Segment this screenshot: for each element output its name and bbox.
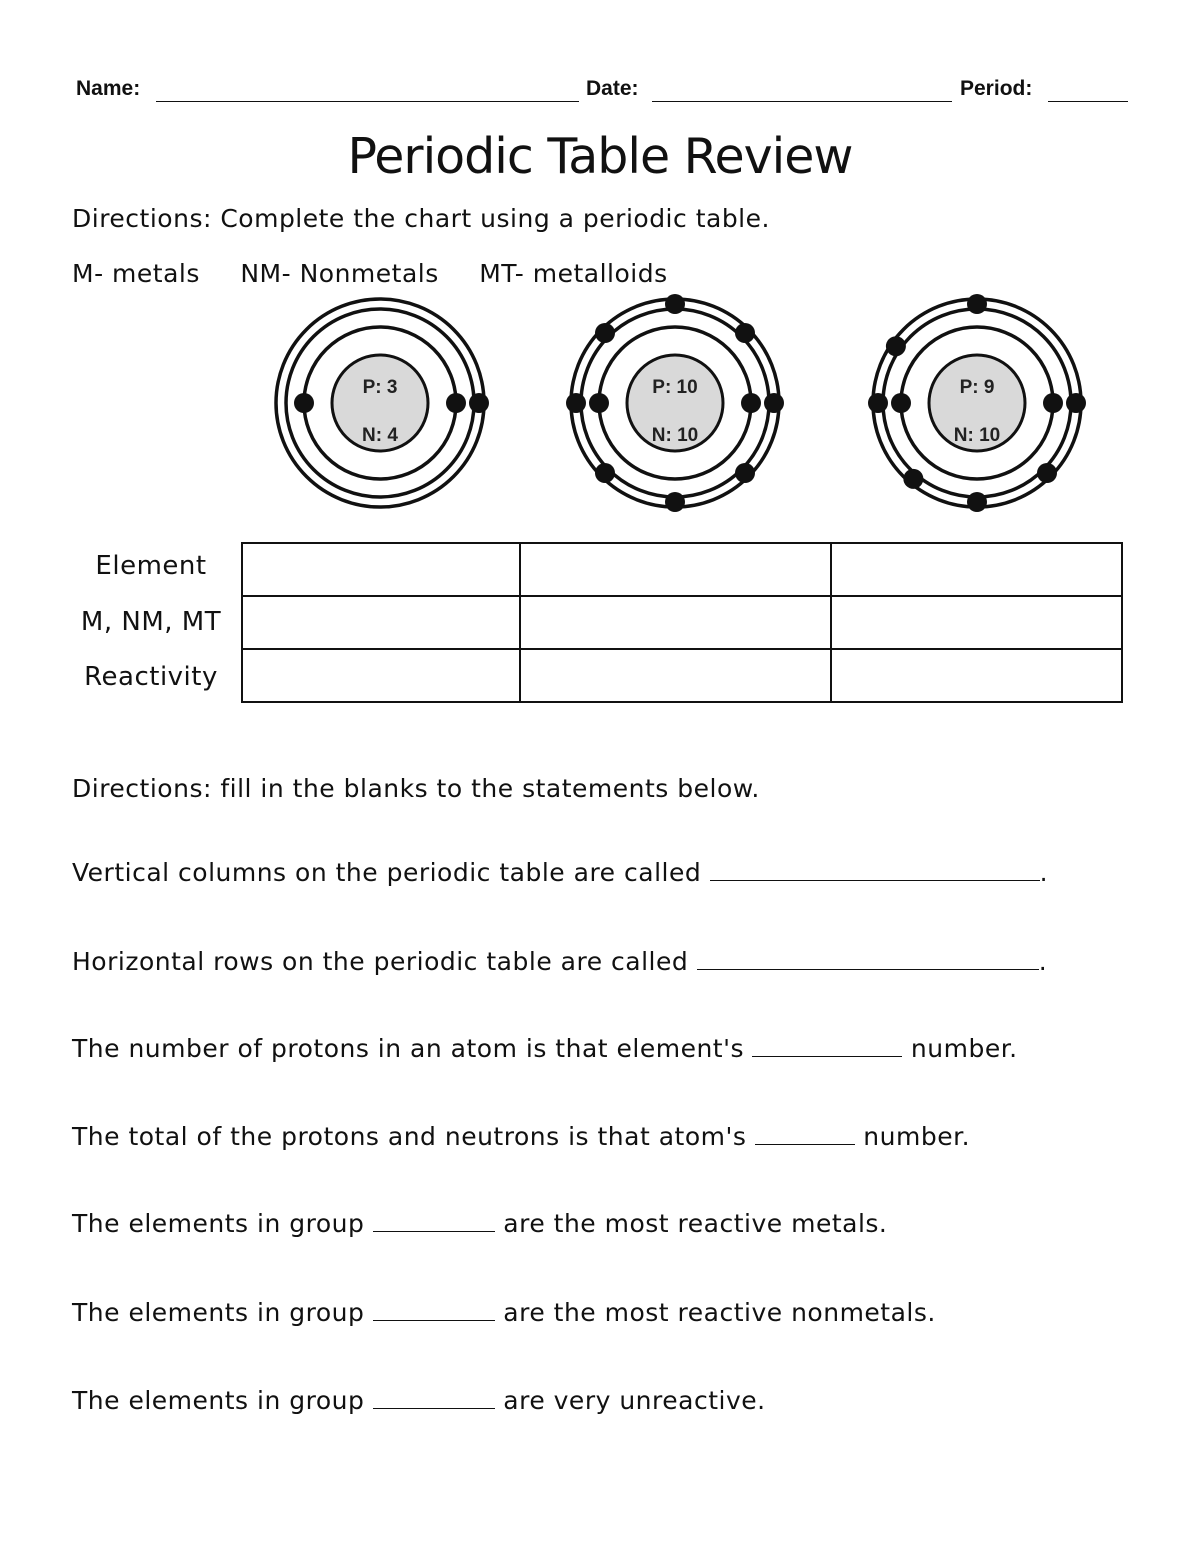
statement-3-text: The number of protons in an atom is that element's [72,1034,744,1063]
statement-4 [72,1122,970,1151]
chart-row-element [242,543,1122,596]
bohr-model-atom-1 [276,299,489,507]
statement-6-blank[interactable] [373,1298,495,1321]
key-metals: M- metals [72,259,200,288]
statement-2-blank[interactable] [697,947,1039,970]
proton-count: P: 10 [652,377,698,398]
neutron-count: N: 4 [362,425,398,446]
statement-3-blank[interactable] [752,1034,902,1057]
statement-3 [72,1034,1018,1063]
bohr-diagrams [0,290,1200,520]
directions-fill-in: Directions: fill in the blanks to the statements below. [72,774,760,803]
row-label-reactivity: Reactivity [84,662,218,692]
period-field[interactable] [1048,101,1128,102]
name-label: Name: [76,77,141,100]
electron [1066,393,1086,413]
student-info-header [76,74,1128,104]
statement-6-end: are the most reactive nonmetals. [503,1298,936,1327]
statement-7-blank[interactable] [373,1386,495,1409]
statement-1 [72,858,1048,887]
statement-5-text: The elements in group [72,1209,365,1238]
electron [967,492,987,512]
electron [764,393,784,413]
electron [1043,393,1063,413]
element-cell-3[interactable] [831,543,1122,596]
date-label: Date: [586,77,639,100]
element-chart [241,542,1123,703]
reactivity-cell-1[interactable] [242,649,520,702]
chart-row-classification [242,596,1122,649]
statement-6-text: The elements in group [72,1298,365,1327]
statement-5-end: are the most reactive metals. [503,1209,888,1238]
row-label-element: Element [95,551,207,581]
electron [868,393,888,413]
statement-7-end: are very unreactive. [503,1386,766,1415]
proton-count: P: 9 [959,377,995,398]
statement-6 [72,1298,936,1327]
statement-5 [72,1209,887,1238]
electron [595,463,615,483]
directions-chart: Directions: Complete the chart using a periodic table. [72,204,770,233]
neutron-count: N: 10 [953,425,1001,446]
electron [595,323,615,343]
electron [665,294,685,314]
date-field[interactable] [652,101,952,102]
bohr-model-atom-3 [868,294,1086,512]
reactivity-cell-3[interactable] [831,649,1122,702]
bohr-model-atom-2 [566,294,784,512]
statement-4-blank[interactable] [755,1122,855,1145]
row-label-classification: M, NM, MT [80,607,222,637]
classification-cell-3[interactable] [831,596,1122,649]
statement-2-end: . [1038,947,1048,976]
statement-1-blank[interactable] [710,858,1040,881]
reactivity-cell-2[interactable] [520,649,831,702]
electron [469,393,489,413]
element-cell-1[interactable] [242,543,520,596]
electron [446,393,466,413]
statement-4-end: number. [863,1122,971,1151]
classification-cell-2[interactable] [520,596,831,649]
statement-5-blank[interactable] [373,1209,495,1232]
key-nonmetals: NM- Nonmetals [240,259,439,288]
statement-1-end: . [1039,858,1049,887]
key-metalloids: MT- metalloids [479,259,668,288]
statement-1-text: Vertical columns on the periodic table are called [72,858,702,887]
electron [886,336,906,356]
element-cell-2[interactable] [520,543,831,596]
electron [735,463,755,483]
statement-4-text: The total of the protons and neutrons is that atom's [72,1122,747,1151]
chart-row-reactivity [242,649,1122,702]
electron [735,323,755,343]
statement-7-text: The elements in group [72,1386,365,1415]
electron [665,492,685,512]
neutron-count: N: 10 [651,425,699,446]
statement-2 [72,947,1047,976]
page-title: Periodic Table Review [347,128,853,185]
electron [566,393,586,413]
classification-cell-1[interactable] [242,596,520,649]
statement-7 [72,1386,766,1415]
statement-2-text: Horizontal rows on the periodic table are called [72,947,689,976]
electron [294,393,314,413]
electron [1037,463,1057,483]
electron [967,294,987,314]
proton-count: P: 3 [362,377,398,398]
electron [741,393,761,413]
name-field[interactable] [156,101,579,102]
electron [891,393,911,413]
electron [903,469,923,489]
statement-3-end: number. [910,1034,1018,1063]
electron [589,393,609,413]
classification-key [72,259,700,288]
period-label: Period: [960,77,1033,100]
